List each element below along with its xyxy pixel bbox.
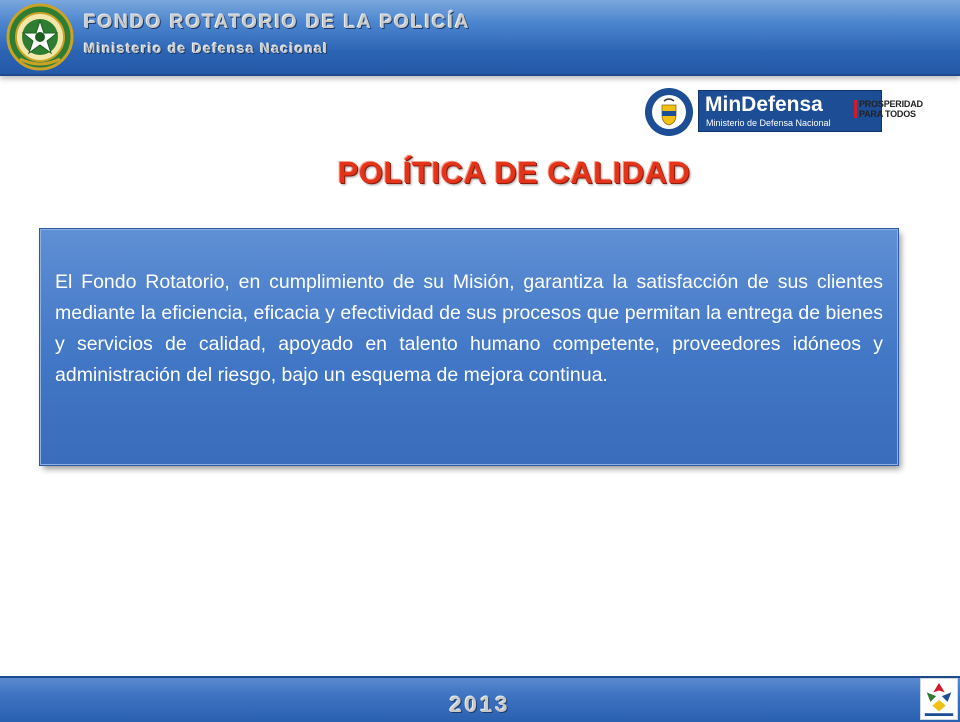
footer-bar — [0, 676, 960, 722]
policy-box — [40, 229, 898, 465]
colombia-coat-of-arms-icon — [644, 87, 694, 137]
mindefensa-subtitle: Ministerio de Defensa Nacional — [706, 118, 831, 128]
prosperidad-accent-bar — [854, 100, 857, 118]
footer-year: 2013 — [449, 692, 511, 717]
mindefensa-name: MinDefensa — [705, 93, 823, 116]
certification-logo-icon — [920, 678, 958, 720]
prosperidad-line2: PARA TODOS — [859, 109, 916, 119]
header-bar — [0, 0, 960, 76]
partner-logos — [640, 86, 940, 138]
header-title: FONDO ROTATORIO DE LA POLICÍA — [84, 12, 471, 33]
prosperidad-line1: PROSPERIDAD — [859, 99, 923, 109]
policy-text: El Fondo Rotatorio, en cumplimiento de su Misión, garantiza la satisfacción de sus clientes mediante la eficiencia, eficacia y efectividad de sus procesos que permitan la entrega de bienes y servicios de calidad, apoyado en talento humano competente, proveedores idóneos y administración del riesgo, bajo un esquema de mejora continua. — [55, 271, 883, 386]
prosperidad-logo — [854, 98, 934, 126]
police-fund-seal-icon — [6, 3, 74, 71]
page-title: POLÍTICA DE CALIDAD — [337, 155, 691, 190]
header-subtitle: Ministerio de Defensa Nacional — [84, 41, 329, 56]
